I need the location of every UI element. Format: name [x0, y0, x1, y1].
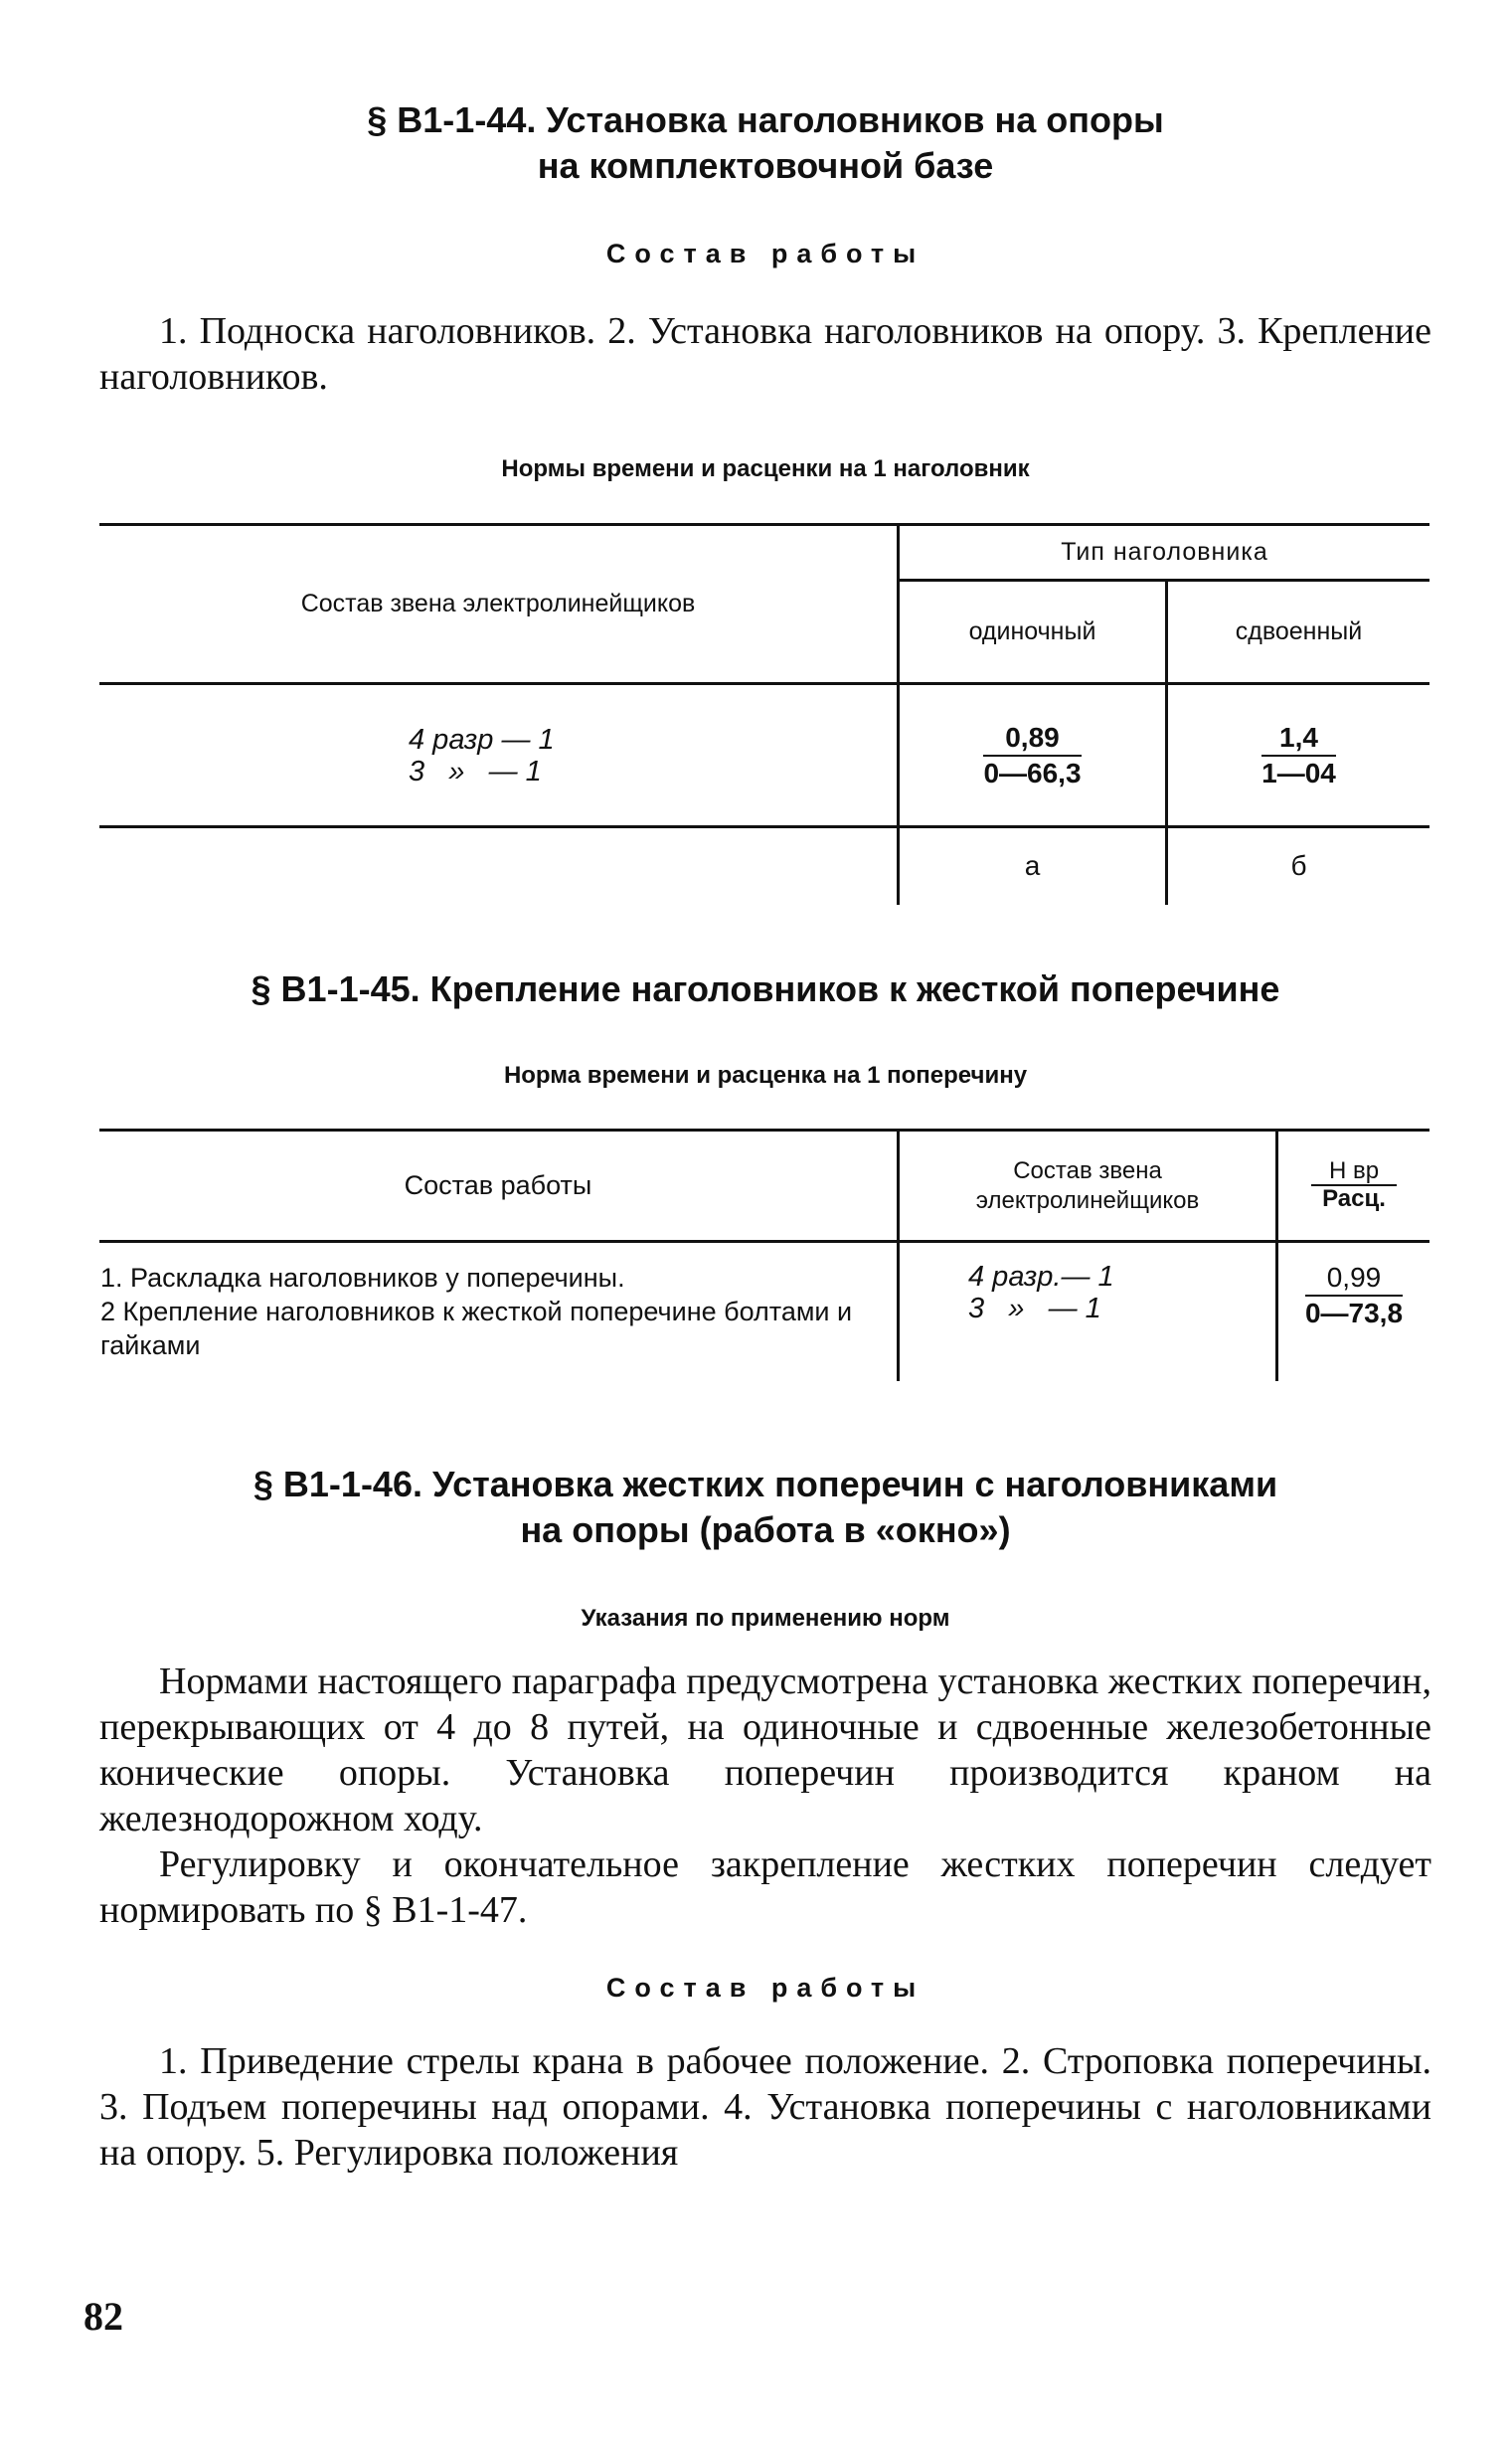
- fraction-double: [1261, 721, 1336, 790]
- crew-45-line-2: 3 » — 1: [968, 1293, 1101, 1324]
- page-number: 82: [84, 2294, 123, 2339]
- table-caption-44: Нормы времени и расценки на 1 наголовник: [501, 455, 1030, 482]
- norms-table-44: [99, 523, 1429, 905]
- norm-header-rate: Расц.: [1322, 1185, 1386, 1212]
- section-title-46: [99, 1462, 1431, 1553]
- col-header-single: одиночный: [899, 581, 1167, 684]
- guidelines-para-2: Регулировку и окончательное закрепление жестких поперечин следует нормировать по § В1-1-47.: [99, 1843, 1431, 1931]
- table-caption-45: Норма времени и расценка на 1 поперечину: [503, 1062, 1028, 1089]
- norms-table-45: [99, 1129, 1429, 1381]
- empty-cell: [99, 827, 899, 905]
- section-title-44-line2: на комплектовочной базе: [537, 145, 994, 186]
- time-norm-single: 0,89: [983, 721, 1081, 757]
- col-header-type: Тип наголовника: [899, 525, 1430, 581]
- value-cell-single: [899, 684, 1167, 827]
- value-cell-double: [1167, 684, 1430, 827]
- norm-header-fraction: [1311, 1158, 1397, 1212]
- column-label-b: б: [1290, 850, 1307, 882]
- guidelines-para-1: Нормами настоящего параграфа предусмотрена установка жестких поперечин, перекрывающих от 4 до 8 путей, на одиночные и сдвоенные железобетонные конические опоры. Установка поперечин производится краном на железнодорожном ходу.: [99, 1661, 1431, 1839]
- time-norm-double: 1,4: [1261, 721, 1336, 757]
- crew-45-line-1: 4 разр.— 1: [968, 1261, 1114, 1293]
- rate-double: 1—04: [1261, 757, 1336, 788]
- time-norm-45: 0,99: [1305, 1261, 1403, 1297]
- crew-cell: [99, 684, 899, 827]
- section-title-44-line1: § В1-1-44. Установка наголовников на опоры: [367, 99, 1164, 140]
- work-item-2: 2 Крепление наголовников к жесткой поперечине болтами и гайками: [100, 1297, 853, 1360]
- rate-single: 0—66,3: [983, 757, 1082, 788]
- rate-45: 0—73,8: [1304, 1298, 1404, 1328]
- norm-header-time: Н вр: [1311, 1158, 1397, 1186]
- work-heading-44: Состав работы: [605, 239, 925, 268]
- crew-line-1: 4 разр — 1: [409, 723, 555, 756]
- col-header-crew-45: Состав звена электролинейщиков: [899, 1131, 1277, 1242]
- guidelines-heading-46: Указания по применению норм: [581, 1605, 950, 1632]
- col-header-norm: [1277, 1131, 1430, 1242]
- work-text-46: 1. Приведение стрелы крана в рабочее положение. 2. Строповка поперечины. 3. Подъем поперечины над опорами. 4. Установка поперечины с наголовниками на опору. 5. Регулировка положения: [99, 2040, 1431, 2174]
- col-header-double: сдвоенный: [1167, 581, 1430, 684]
- column-label-a: а: [899, 827, 1167, 905]
- work-heading-46: Состав работы: [605, 1973, 925, 2003]
- section-title-46-line2: на опоры (работа в «окно»): [520, 1509, 1011, 1550]
- col-header-crew: Состав звена электролинейщиков: [99, 525, 899, 684]
- crew-line-2: 3 » — 1: [409, 755, 542, 787]
- section-title-46-line1: § В1-1-46. Установка жестких поперечин с наголовниками: [252, 1464, 1278, 1504]
- col-header-work: Состав работы: [99, 1131, 899, 1242]
- work-item-1: 1. Раскладка наголовников у поперечины.: [100, 1263, 625, 1293]
- crew-cell-45: [899, 1242, 1277, 1381]
- section-title-45: § В1-1-45. Крепление наголовников к жесткой поперечине: [251, 968, 1280, 1009]
- section-title-44: [99, 97, 1431, 189]
- work-cell-45: [99, 1242, 899, 1381]
- norm-fraction-45: [1305, 1261, 1403, 1330]
- norm-cell-45: [1277, 1242, 1430, 1381]
- fraction-single: [983, 721, 1081, 790]
- work-text-44: 1. Подноска наголовников. 2. Установка наголовников на опору. 3. Крепление наголовников.: [99, 310, 1431, 398]
